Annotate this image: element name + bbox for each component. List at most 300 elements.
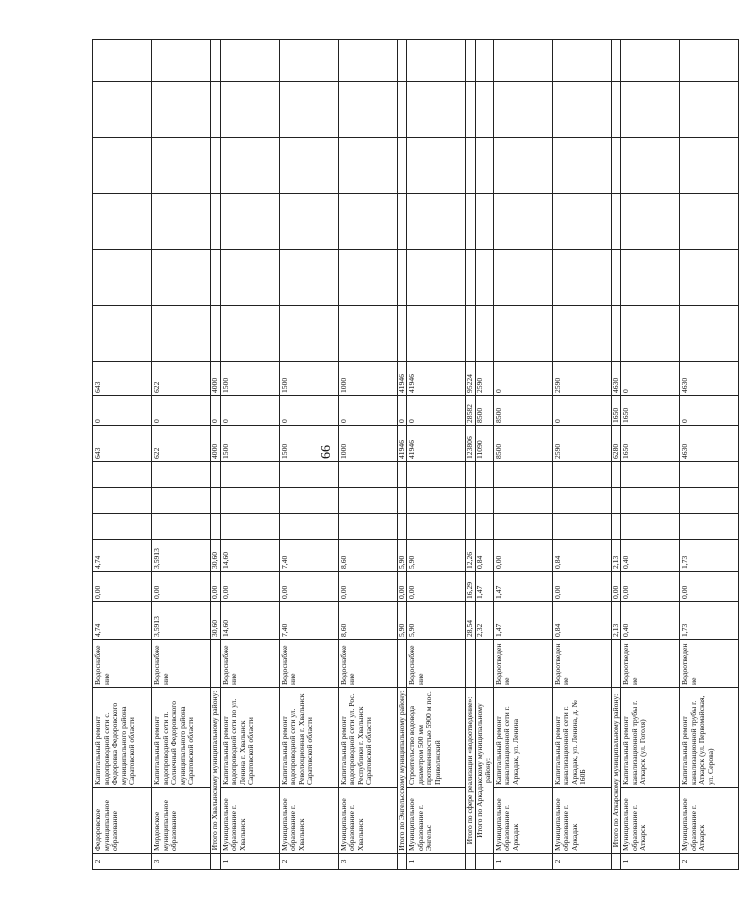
work-description-cell: Капитальный ремонт водопроводной сети ул. Революционная г. Хвалынск Саратовской области [279,688,338,788]
empty-cell [493,250,552,306]
empty-cell [397,640,407,688]
length-part-cell: 0,00 [611,572,621,602]
municipality-cell: Муниципальное образование г. Аркадак [552,788,611,854]
municipality-cell: Федоровское муниципальное образование [93,788,152,854]
empty-cell [475,306,493,362]
empty-cell [552,488,611,514]
length-part-cell: 2,13 [611,540,621,572]
empty-cell [552,194,611,250]
funding-total-cell: 4630 [680,426,739,462]
funding-total-cell: 6280 [611,426,621,462]
empty-cell [338,194,397,250]
municipality-cell: Муниципальное образование г. Аткарск [621,788,680,854]
empty-cell [211,640,221,688]
service-type-cell: Водоснабжение [279,640,338,688]
funding-part-cell: 2590 [475,362,493,396]
table-row [279,40,338,870]
work-description-cell: Капитальный ремонт канализационной трубы г. Аткарск (ул. Гоголя) [621,688,680,788]
length-part-cell: 8,60 [338,540,397,572]
empty-cell [466,640,476,688]
funding-part-cell: 0 [397,396,407,426]
length-part-cell: 16,29 [466,572,476,602]
empty-cell [220,138,279,194]
empty-cell [93,250,152,306]
empty-cell [552,306,611,362]
funding-total-cell: 41946 [407,426,466,462]
row-number: 2 [93,854,152,870]
length-part-cell: 0,00 [621,572,680,602]
empty-cell [680,306,739,362]
funding-part-cell: 0 [152,396,211,426]
empty-cell [611,640,621,688]
empty-cell [407,488,466,514]
empty-cell [397,194,407,250]
funding-part-cell: 0 [680,396,739,426]
work-description-cell: Капитальный ремонт канализационной трубы г. Аткарск (ул. Первомайская, ул. Серова) [680,688,739,788]
length-part-cell: 0,00 [397,572,407,602]
empty-cell [220,306,279,362]
funding-part-cell: 622 [152,362,211,396]
empty-cell [475,82,493,138]
length-part-cell: 0,40 [621,540,680,572]
length-part-cell: 12,26 [466,540,476,572]
empty-cell [152,194,211,250]
empty-cell [279,138,338,194]
funding-total-cell: 643 [93,426,152,462]
empty-cell [611,40,621,82]
empty-cell [621,250,680,306]
funding-part-cell: 0 [220,396,279,426]
empty-cell [397,306,407,362]
service-type-cell: Водоотведение [493,640,552,688]
length-part-cell: 0,00 [338,572,397,602]
empty-cell [475,488,493,514]
table-row [152,40,211,870]
total-row [397,40,407,870]
funding-total-cell: 4000 [211,426,221,462]
empty-cell [211,250,221,306]
length-part-cell: 0,84 [475,540,493,572]
work-description-cell: Капитальный ремонт водопроводной сети по ул. Ленина г. Хвалынск Саратовской области [220,688,279,788]
total-row [466,40,476,870]
empty-cell [493,488,552,514]
length-part-cell: 0,00 [680,572,739,602]
work-description-cell: Строительство водовода диаметром 500 мм протяженностью 5900 м пос. Приволжский [407,688,466,788]
empty-cell [220,488,279,514]
empty-cell [397,82,407,138]
empty-cell [493,462,552,488]
empty-cell [466,488,476,514]
empty-cell [611,194,621,250]
total-label: Итого по Аркадакскому муниципальному району: [475,688,493,854]
empty-cell [152,250,211,306]
empty-cell [338,82,397,138]
funding-part-cell: 41946 [397,362,407,396]
service-type-cell: Водоотведение [552,640,611,688]
municipality-cell: Муниципальное образование г. Аткарск [680,788,739,854]
length-part-cell: 0,84 [552,540,611,572]
length-total-cell: 14,60 [220,602,279,640]
empty-cell [552,82,611,138]
empty-cell [466,306,476,362]
empty-cell [279,40,338,82]
total-label: Итого по Хвалынскому муниципальному району: [211,688,221,854]
empty-cell [211,194,221,250]
empty-cell [680,514,739,540]
municipality-cell: Муниципальное образование г. Аркадак [493,788,552,854]
table-body [93,40,739,870]
funding-total-cell: 8500 [493,426,552,462]
empty-cell [220,82,279,138]
length-part-cell: 14,60 [220,540,279,572]
length-total-cell: 7,40 [279,602,338,640]
table-row [493,40,552,870]
funding-total-cell: 1650 [621,426,680,462]
empty-cell [475,40,493,82]
empty-cell [680,82,739,138]
work-description-cell: Капитальный ремонт водопроводной сети ул. Рос. Республики г. Хвалынск Саратовской области [338,688,397,788]
service-type-cell: Водоотведение [680,640,739,688]
empty-cell [475,462,493,488]
funding-part-cell: 4000 [211,362,221,396]
funding-total-cell: 2590 [552,426,611,462]
empty-cell [279,82,338,138]
length-total-cell: 2,32 [475,602,493,640]
empty-cell [475,640,493,688]
length-part-cell: 0,00 [211,572,221,602]
table-row [220,40,279,870]
empty-cell [397,138,407,194]
funding-total-cell: 1500 [279,426,338,462]
empty-cell [407,250,466,306]
funding-part-cell: 0 [279,396,338,426]
funding-part-cell: 0 [493,362,552,396]
empty-cell [407,40,466,82]
funding-part-cell: 1000 [338,362,397,396]
empty-cell [407,138,466,194]
empty-cell [152,462,211,488]
length-part-cell: 7,40 [279,540,338,572]
service-type-cell: Водоснабжение [407,640,466,688]
length-part-cell: 0,00 [220,572,279,602]
length-part-cell: 0,00 [93,572,152,602]
table-row [621,40,680,870]
empty-cell [152,82,211,138]
empty-cell [220,40,279,82]
funding-part-cell: 4630 [680,362,739,396]
empty-cell [279,250,338,306]
empty-cell [211,488,221,514]
funding-part-cell: 8500 [475,396,493,426]
empty-cell [152,488,211,514]
empty-cell [211,138,221,194]
length-part-cell: 1,47 [475,572,493,602]
empty-cell [552,462,611,488]
length-part-cell: 1,47 [493,572,552,602]
length-total-cell: 5,90 [407,602,466,640]
empty-cell [466,250,476,306]
empty-cell [611,854,621,870]
empty-cell [680,250,739,306]
municipality-cell: Муниципальное образование г. Хвалынск [338,788,397,854]
funding-part-cell: 1650 [611,396,621,426]
length-part-cell: 5,90 [407,540,466,572]
empty-cell [611,514,621,540]
empty-cell [338,488,397,514]
empty-cell [93,82,152,138]
work-description-cell: Капитальный ремонт канализационной сети г. Аркадак, ул. Ленина, д. № 160Б [552,688,611,788]
empty-cell [152,514,211,540]
empty-cell [466,514,476,540]
empty-cell [493,82,552,138]
municipality-cell: Муниципальное образование г. Энгельс [407,788,466,854]
funding-total-cell: 41946 [397,426,407,462]
empty-cell [211,306,221,362]
empty-cell [220,250,279,306]
service-type-cell: Водоснабжение [220,640,279,688]
row-number: 3 [152,854,211,870]
work-description-cell: Капитальный ремонт водопроводной сети с. Федоровка Федоровского муниципального района Саратовской области [93,688,152,788]
length-total-cell: 1,73 [680,602,739,640]
length-part-cell: 0,00 [493,540,552,572]
empty-cell [621,40,680,82]
length-part-cell: 1,73 [680,540,739,572]
table-row [93,40,152,870]
empty-cell [475,854,493,870]
empty-cell [397,514,407,540]
funding-part-cell: 8500 [493,396,552,426]
funding-part-cell: 2590 [552,362,611,396]
funding-part-cell: 0 [552,396,611,426]
length-total-cell: 4,74 [93,602,152,640]
funding-part-cell: 1650 [621,396,680,426]
empty-cell [211,514,221,540]
empty-cell [493,514,552,540]
rotated-table-area [92,40,715,870]
empty-cell [397,854,407,870]
empty-cell [220,462,279,488]
empty-cell [211,40,221,82]
total-label: Итого по Энгельсскому муниципальному району: [397,688,407,854]
length-part-cell: 0,00 [552,572,611,602]
funding-total-cell: 622 [152,426,211,462]
empty-cell [407,194,466,250]
empty-cell [279,488,338,514]
empty-cell [466,194,476,250]
page-number: 66 [319,445,334,459]
empty-cell [407,462,466,488]
municipality-cell: Муниципальное образование г. Хвалынск [279,788,338,854]
work-description-cell: Капитальный ремонт канализационной сети г. Аркадак, ул. Ленина [493,688,552,788]
empty-cell [611,462,621,488]
empty-cell [621,514,680,540]
empty-cell [621,462,680,488]
empty-cell [211,854,221,870]
length-total-cell: 8,60 [338,602,397,640]
length-total-cell: 1,47 [493,602,552,640]
length-part-cell: 0,00 [279,572,338,602]
empty-cell [211,462,221,488]
row-number: 1 [220,854,279,870]
empty-cell [279,194,338,250]
length-total-cell: 3,5913 [152,602,211,640]
funding-part-cell: 0 [211,396,221,426]
length-part-cell: 3,5913 [152,540,211,572]
empty-cell [680,462,739,488]
length-total-cell: 0,84 [552,602,611,640]
empty-cell [475,250,493,306]
empty-cell [493,40,552,82]
funding-part-cell: 28582 [466,396,476,426]
empty-cell [611,488,621,514]
table-row [680,40,739,870]
total-row [211,40,221,870]
service-type-cell: Водоснабжение [338,640,397,688]
empty-cell [475,194,493,250]
program-table [92,39,739,870]
empty-cell [552,138,611,194]
table-row [338,40,397,870]
funding-part-cell: 1500 [220,362,279,396]
length-total-cell: 2,13 [611,602,621,640]
empty-cell [93,40,152,82]
row-number: 1 [621,854,680,870]
municipality-cell: Мордовское муниципальное образование [152,788,211,854]
empty-cell [93,194,152,250]
funding-part-cell: 1500 [279,362,338,396]
row-number: 2 [680,854,739,870]
empty-cell [552,250,611,306]
length-part-cell: 4,74 [93,540,152,572]
empty-cell [611,82,621,138]
length-part-cell: 5,90 [397,540,407,572]
empty-cell [621,138,680,194]
funding-part-cell: 643 [93,362,152,396]
empty-cell [279,514,338,540]
row-number: 3 [338,854,397,870]
empty-cell [611,138,621,194]
service-type-cell: Водоснабжение [152,640,211,688]
row-number: 2 [552,854,611,870]
empty-cell [680,40,739,82]
empty-cell [397,462,407,488]
empty-cell [338,514,397,540]
funding-part-cell: 0 [621,362,680,396]
total-label: Итого по сфере реализации «водоотведение»: [466,688,476,854]
empty-cell [611,306,621,362]
empty-cell [466,462,476,488]
funding-part-cell: 41946 [407,362,466,396]
empty-cell [680,194,739,250]
row-number: 1 [407,854,466,870]
empty-cell [407,306,466,362]
empty-cell [152,306,211,362]
funding-part-cell: 0 [407,396,466,426]
length-part-cell: 0,00 [407,572,466,602]
empty-cell [466,82,476,138]
empty-cell [152,138,211,194]
empty-cell [279,462,338,488]
total-row [611,40,621,870]
table-row [552,40,611,870]
length-total-cell: 5,90 [397,602,407,640]
service-type-cell: Водоотведение [621,640,680,688]
length-part-cell: 30,60 [211,540,221,572]
empty-cell [493,138,552,194]
empty-cell [93,306,152,362]
empty-cell [621,82,680,138]
empty-cell [211,82,221,138]
empty-cell [552,40,611,82]
empty-cell [397,250,407,306]
length-part-cell: 0,00 [152,572,211,602]
empty-cell [397,488,407,514]
empty-cell [338,40,397,82]
empty-cell [466,854,476,870]
empty-cell [93,514,152,540]
work-description-cell: Капитальный ремонт водопроводной сети п. Солнечный Федоровского муниципального района Саратовской области [152,688,211,788]
empty-cell [220,194,279,250]
row-number: 1 [493,854,552,870]
funding-total-cell: 1000 [338,426,397,462]
length-total-cell: 0,40 [621,602,680,640]
empty-cell [680,488,739,514]
service-type-cell: Водоснабжение [93,640,152,688]
funding-part-cell: 95224 [466,362,476,396]
empty-cell [493,194,552,250]
funding-total-cell: 1500 [220,426,279,462]
empty-cell [93,488,152,514]
empty-cell [338,250,397,306]
table-row [407,40,466,870]
empty-cell [621,488,680,514]
empty-cell [93,138,152,194]
empty-cell [279,306,338,362]
funding-total-cell: 11090 [475,426,493,462]
funding-part-cell: 4630 [611,362,621,396]
table-container [92,40,715,870]
funding-part-cell: 0 [93,396,152,426]
empty-cell [466,138,476,194]
funding-total-cell: 123806 [466,426,476,462]
empty-cell [552,514,611,540]
empty-cell [475,514,493,540]
empty-cell [407,82,466,138]
empty-cell [493,306,552,362]
empty-cell [407,514,466,540]
funding-part-cell: 0 [338,396,397,426]
empty-cell [475,138,493,194]
length-total-cell: 30,60 [211,602,221,640]
empty-cell [338,306,397,362]
empty-cell [621,306,680,362]
empty-cell [93,462,152,488]
empty-cell [220,514,279,540]
empty-cell [397,40,407,82]
empty-cell [611,250,621,306]
empty-cell [621,194,680,250]
empty-cell [338,462,397,488]
empty-cell [466,40,476,82]
empty-cell [680,138,739,194]
row-number: 2 [279,854,338,870]
empty-cell [152,40,211,82]
total-label: Итого по Аткарскому муниципальному району: [611,688,621,854]
total-row [475,40,493,870]
empty-cell [338,138,397,194]
municipality-cell: Муниципальное образование г. Хвалынск [220,788,279,854]
length-total-cell: 28,54 [466,602,476,640]
